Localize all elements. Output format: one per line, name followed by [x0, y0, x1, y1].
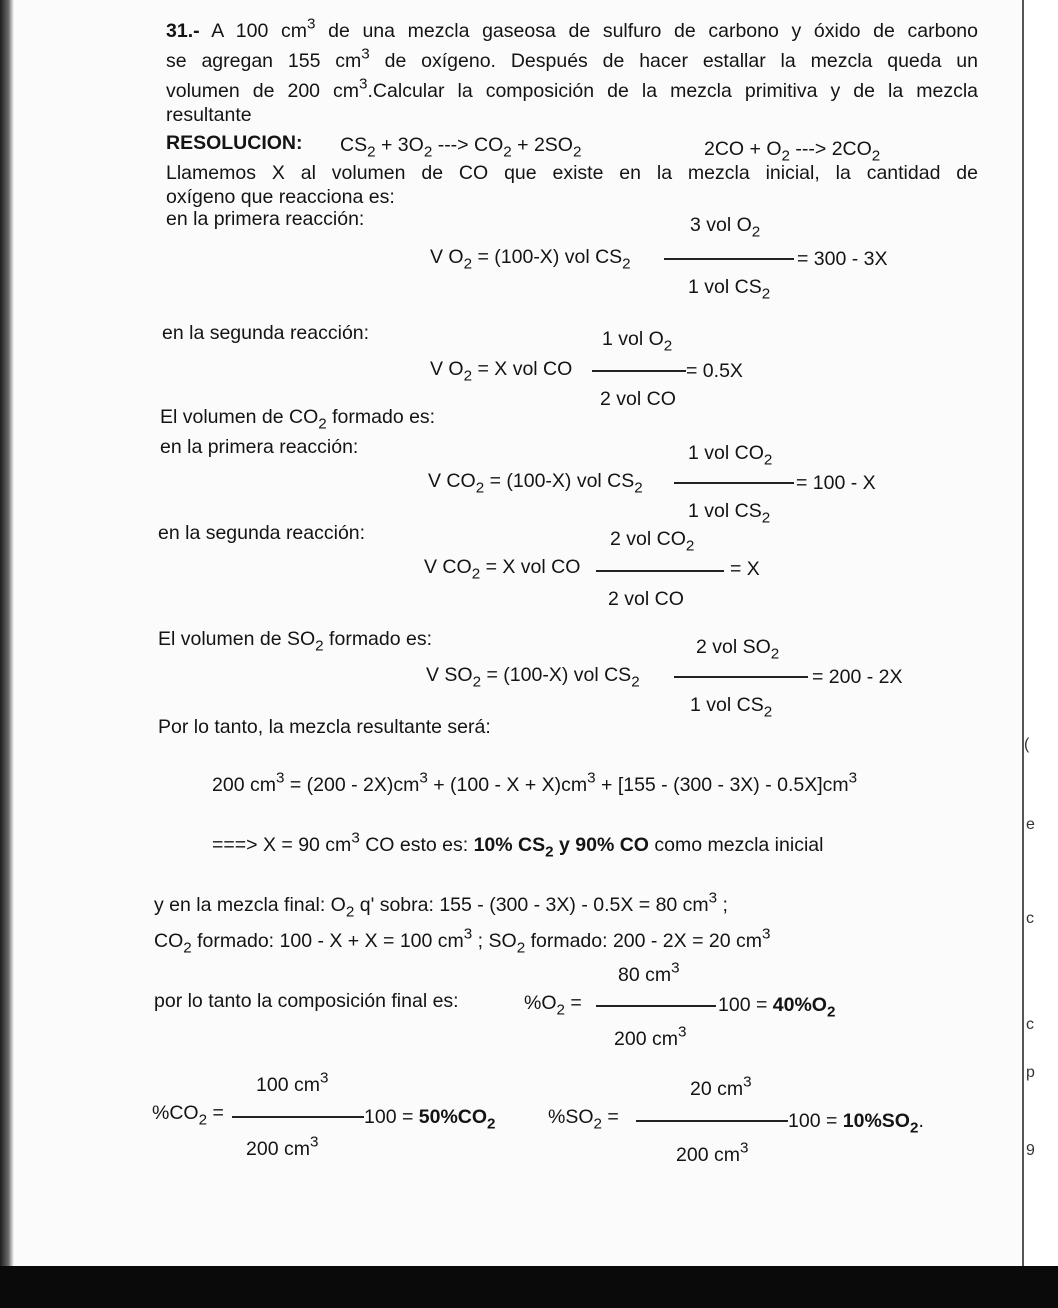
eq-o2-first-rhs: = 300 - 3X	[797, 248, 888, 270]
sup: 3	[671, 959, 680, 977]
text: %O	[524, 992, 557, 1014]
text: formado: 200 - 2X = 20 cm	[525, 930, 762, 952]
text: V CO	[428, 470, 476, 492]
pct-co2-lhs	[152, 1102, 224, 1129]
text: %SO	[548, 1106, 594, 1128]
sup: 3	[319, 1069, 329, 1087]
sub: 2	[345, 903, 355, 921]
pct-o2-rhs	[718, 994, 836, 1021]
fraction-bar	[232, 1116, 364, 1118]
sup: 3	[739, 1139, 749, 1157]
result-intro: Por lo tanto, la mezcla resultante será:	[158, 716, 491, 738]
sub: 2	[781, 147, 790, 165]
eq-o2-second-lhs	[430, 358, 573, 385]
problem-line-2	[166, 45, 978, 72]
text: 2 vol CO	[610, 528, 686, 550]
margin-glyph: e	[1026, 816, 1035, 833]
reaction-2	[704, 138, 881, 165]
second-reaction-label: en la segunda reacción:	[162, 322, 370, 344]
text: y en la mezcla final: O	[154, 894, 346, 916]
text: = X vol CO	[472, 358, 573, 380]
sup: 3	[359, 75, 368, 93]
text: --->	[789, 138, 832, 160]
text: %CO	[152, 1102, 199, 1124]
sub: 2	[503, 143, 512, 161]
first-reaction-label: en la primera reacción:	[160, 436, 359, 458]
text: 200 cm	[676, 1144, 740, 1166]
text: 40%O	[772, 994, 827, 1016]
text: El volumen de CO	[160, 406, 319, 428]
margin-glyph: c	[1026, 1016, 1034, 1033]
text: 2 vol SO	[696, 636, 771, 658]
eq-co2-first-num	[688, 442, 773, 469]
text: ; SO	[472, 930, 517, 952]
sub: 2	[593, 1115, 602, 1133]
text: ;	[717, 894, 728, 916]
fraction-bar	[596, 570, 724, 572]
sub: 2	[487, 1115, 496, 1133]
text: CO	[154, 930, 184, 952]
text: y 90% CO	[553, 834, 649, 856]
sup: 3	[419, 769, 428, 787]
text: 200 cm	[614, 1028, 678, 1050]
text: de oxígeno. Después de hacer estallar la mezcla queda un	[369, 50, 978, 72]
pct-so2-lhs	[548, 1106, 619, 1133]
text: se agregan 155 cm	[166, 50, 362, 72]
sup: 3	[587, 769, 596, 787]
sub: 2	[763, 703, 773, 721]
sub: 2	[770, 645, 780, 663]
text: 100 =	[364, 1106, 419, 1128]
sup: 3	[309, 1133, 319, 1151]
first-reaction-label: en la primera reacción:	[166, 208, 365, 230]
intro-line-1: Llamemos X al volumen de CO que existe en la mezcla inicial, la cantidad de	[166, 162, 978, 184]
final-co2-so2-line	[154, 925, 771, 957]
text: formado es:	[326, 406, 436, 428]
text: 100 =	[718, 994, 773, 1016]
balance-equation	[212, 769, 858, 796]
text: 2CO + O	[704, 138, 782, 160]
sup: 3	[677, 1023, 687, 1041]
fraction-bar	[664, 258, 794, 260]
sub: 2	[826, 1003, 836, 1021]
text: 1 vol CS	[690, 694, 764, 716]
eq-co2-second-rhs: = X	[730, 558, 760, 580]
text: =	[601, 1106, 619, 1128]
text: 10% CS	[473, 834, 546, 856]
text: V SO	[426, 664, 473, 686]
text: --->	[432, 134, 474, 156]
text: 10%SO	[842, 1110, 910, 1132]
pct-co2-den	[246, 1133, 319, 1160]
text: = (100-X) vol CS	[484, 470, 635, 492]
fraction-bar	[596, 1005, 716, 1007]
text: q' sobra: 155 - (300 - 3X) - 0.5X = 80 cm	[354, 894, 709, 916]
intro-line-2: oxígeno que reacciona es:	[166, 186, 395, 208]
pct-o2-lhs	[524, 992, 582, 1019]
fraction-bar	[674, 676, 808, 678]
sub: 2	[475, 479, 485, 497]
text: CO esto es:	[359, 834, 474, 856]
margin-glyph: (	[1024, 736, 1030, 753]
text: = (100-X) vol CS	[472, 246, 623, 268]
sup: 3	[743, 1073, 752, 1091]
scan-bottom-border	[0, 1266, 1058, 1308]
fraction-bar	[592, 370, 686, 372]
text: .Calcular la composición de la mezcla primitiva y de la mezcla	[367, 80, 978, 102]
eq-so2-num	[696, 636, 780, 663]
eq-o2-first-den	[688, 276, 771, 303]
text: 80 cm	[618, 964, 672, 986]
eq-co2-first-den	[688, 500, 771, 527]
text: = (100-X) vol CS	[481, 664, 632, 686]
sup: 3	[351, 829, 360, 847]
text: + 3O	[375, 134, 424, 156]
reaction-1	[340, 134, 582, 161]
eq-co2-second-lhs	[424, 556, 581, 583]
text: 1 vol CO	[688, 442, 764, 464]
eq-o2-first-lhs	[430, 246, 631, 273]
margin-glyph: 9	[1026, 1142, 1035, 1159]
fraction-bar	[636, 1120, 788, 1122]
text: formado: 100 - X + X = 100 cm	[191, 930, 464, 952]
sub: 2	[471, 565, 481, 583]
fraction-bar	[674, 482, 794, 484]
problem-line-1	[166, 15, 978, 42]
sub: 2	[761, 509, 771, 527]
sub: 2	[463, 367, 473, 385]
text: V O	[430, 246, 464, 268]
sub: 2	[198, 1111, 208, 1129]
text: = X vol CO	[480, 556, 581, 578]
text: + [155 - (300 - 3X) - 0.5X]cm	[595, 774, 849, 796]
text: de una mezcla gaseosa de sulfuro de carbono y óxido de carbono	[315, 20, 978, 42]
scan-shadow-left	[0, 0, 14, 1268]
text: CO	[474, 134, 504, 156]
sup: 3	[306, 15, 316, 33]
sub: 2	[909, 1119, 919, 1137]
text: =	[564, 992, 582, 1014]
problem-line-3	[166, 75, 978, 102]
sub: 2	[751, 223, 761, 241]
sub: 2	[183, 939, 192, 957]
eq-so2-rhs: = 200 - 2X	[812, 666, 903, 688]
text: 100 cm	[256, 1074, 320, 1096]
eq-co2-second-den: 2 vol CO	[608, 588, 684, 610]
text: volumen de 200 cm	[166, 80, 360, 102]
next-page-edge	[1022, 0, 1058, 1308]
sub: 2	[634, 479, 643, 497]
sup: 3	[361, 45, 370, 63]
text: como mezcla inicial	[648, 834, 824, 856]
text: CS	[340, 134, 368, 156]
eq-co2-first-lhs	[428, 470, 643, 497]
sub: 2	[367, 143, 376, 161]
text: = (200 - 2X)cm	[284, 774, 420, 796]
problem-number: 31.-	[166, 20, 200, 42]
text: 50%CO	[418, 1106, 488, 1128]
sub: 2	[761, 285, 771, 303]
pct-co2-rhs	[364, 1106, 496, 1133]
sub: 2	[556, 1001, 565, 1019]
pct-so2-num	[690, 1073, 752, 1100]
eq-so2-lhs	[426, 664, 640, 691]
sup: 3	[275, 769, 285, 787]
margin-glyph: p	[1026, 1064, 1035, 1081]
text: V O	[430, 358, 464, 380]
final-o2-line	[154, 889, 728, 921]
pct-o2-den	[614, 1023, 687, 1050]
pct-o2-num	[618, 959, 680, 986]
eq-o2-first-num	[690, 214, 761, 241]
eq-co2-first-rhs: = 100 - X	[796, 472, 876, 494]
sub: 2	[516, 939, 526, 957]
text: 100 =	[788, 1110, 843, 1132]
text: A 100 cm	[211, 20, 307, 42]
text: El volumen de SO	[158, 628, 316, 650]
pct-so2-rhs	[788, 1110, 924, 1137]
sub: 2	[663, 337, 673, 355]
eq-o2-second-den: 2 vol CO	[600, 388, 676, 410]
sub: 2	[423, 143, 433, 161]
text: 1 vol O	[602, 328, 664, 350]
text: 2CO	[831, 138, 872, 160]
sup: 3	[848, 769, 858, 787]
sub: 2	[572, 143, 582, 161]
sup: 3	[708, 889, 718, 907]
so2-formed-heading	[158, 628, 433, 655]
text: ===> X = 90 cm	[212, 834, 352, 856]
text: =	[207, 1102, 224, 1124]
eq-o2-second-num	[602, 328, 673, 355]
text: .	[918, 1110, 924, 1132]
sub: 2	[622, 255, 631, 273]
text: 3 vol O	[690, 214, 752, 236]
sup: 3	[761, 925, 771, 943]
text: 1 vol CS	[688, 500, 762, 522]
sub: 2	[763, 451, 773, 469]
eq-so2-den	[690, 694, 773, 721]
margin-glyph: c	[1026, 910, 1034, 927]
eq-o2-second-rhs: = 0.5X	[686, 360, 743, 382]
sup: 3	[463, 925, 473, 943]
sub: 2	[318, 415, 327, 433]
second-reaction-label: en la segunda reacción:	[158, 522, 366, 544]
text: formado es:	[323, 628, 433, 650]
problem-line-4: resultante	[166, 104, 252, 126]
text: V CO	[424, 556, 472, 578]
sub: 2	[463, 255, 473, 273]
sub: 2	[545, 843, 554, 861]
composition-label: por lo tanto la composición final es:	[154, 990, 459, 1012]
sub: 2	[472, 673, 482, 691]
pct-co2-num	[256, 1069, 329, 1096]
co2-formed-heading	[160, 406, 436, 433]
resolution-label: RESOLUCION:	[166, 132, 303, 154]
text: 20 cm	[690, 1078, 744, 1100]
solution-line	[212, 829, 824, 861]
sub: 2	[871, 147, 881, 165]
sub: 2	[315, 637, 324, 655]
sub: 2	[685, 537, 695, 555]
text: 200 cm	[212, 774, 276, 796]
text: 1 vol CS	[688, 276, 762, 298]
text: + 2SO	[511, 134, 573, 156]
text: 200 cm	[246, 1138, 310, 1160]
text: + (100 - X + X)cm	[427, 774, 588, 796]
pct-so2-den	[676, 1139, 749, 1166]
sub: 2	[631, 673, 640, 691]
eq-co2-second-num	[610, 528, 695, 555]
